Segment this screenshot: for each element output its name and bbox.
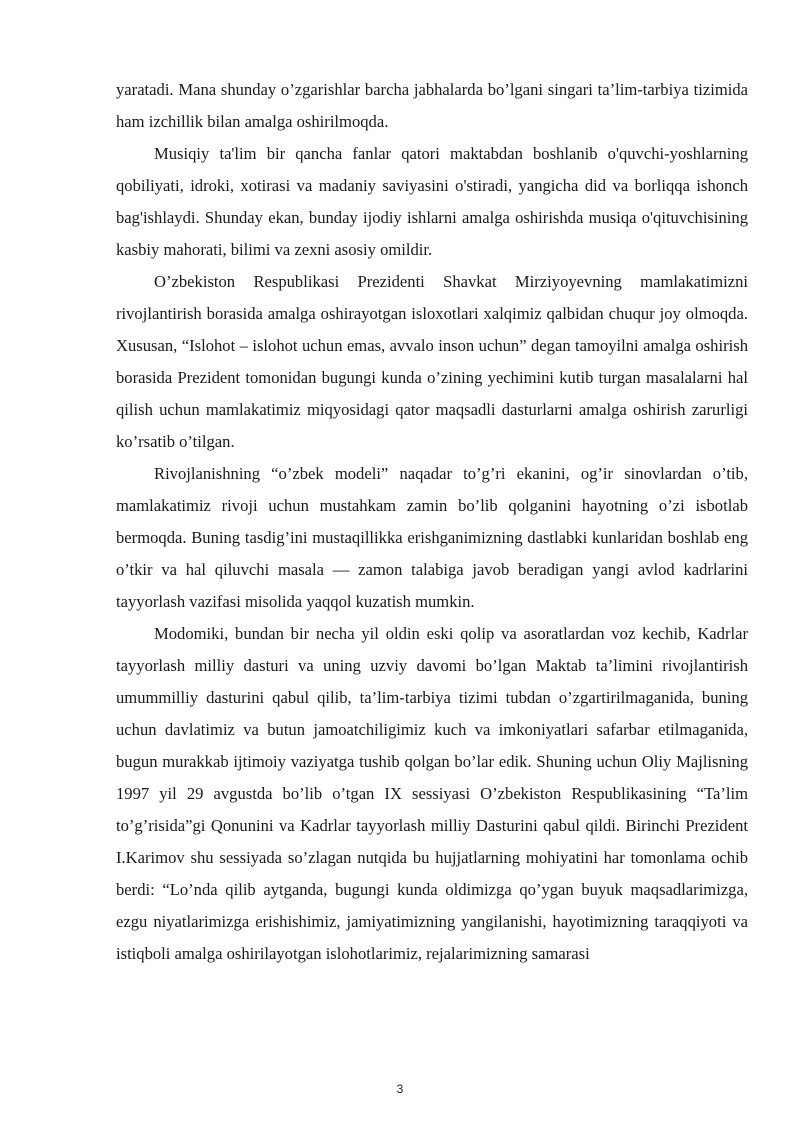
paragraph-president-reforms: O’zbekiston Respublikasi Prezidenti Shavkat Mirziyoyevning mamlakatimizni rivojlantirish borasida amalga oshirayotgan isloxotlari xalqimiz qalbidan chuqur joy olmoqda. Xususan, “Islohot – islohot uchun emas, avvalo inson uchun” degan tamoyilni amalga oshirish borasida Prezident tomonidan bugungi kunda o’zining yechimini kutib turgan masalalarni hal qilish uchun mamlakatimiz miqyosidagi qator maqsadli dasturlarni amalga oshirish zarurligi ko’rsatib o’tilgan. <box>116 272 748 451</box>
paragraph-uzbek-model: Rivojlanishning “o’zbek modeli” naqadar to’g’ri ekanini, og’ir sinovlardan o’tib, mamlakatimiz rivoji uchun mustahkam zamin bo’lib qolganini hayotning o’zi isbotlab bermoqda. Buning tasdig’ini mustaqillikka erishganimizning dastlabki kunlaridan boshlab eng o’tkir va hal qiluvchi masala — zamon talabiga javob beradigan yangi avlod kadrlarini tayyorlash vazifasi misolida yaqqol kuzatish mumkin. <box>116 464 748 611</box>
paragraph-personnel-training: Modomiki, bundan bir necha yil oldin eski qolip va asoratlardan voz kechib, Kadrlar tayyorlash milliy dasturi va uning uzviy davomi bo’lgan Maktab ta’limini rivojlantirish umummilliy dasturini qabul qilib, ta’lim-tarbiya tizimi tubdan o’zgartirilmaganida, buning uchun davlatimiz va butun jamoatchiligimiz kuch va imkoniyatlari safarbar etilmaganida, bugun murakkab ijtimoiy vaziyatga tushib qolgan bo’lar edik. Shuning uchun Oliy Majlisning 1997 yil 29 avgustda bo’lib o’tgan IX sessiyasi O’zbekiston Respublikasining “Ta’lim to’g’risida”gi Qonunini va Kadrlar tayyorlash milliy Dasturini qabul qildi. Birinchi Prezident I.Karimov shu sessiyada so’zlagan nutqida bu hujjatlarning mohiyatini har tomonlama ochib berdi: “Lo’nda qilib aytganda, bugungi kunda oldimizga qo’ygan buyuk maqsadlarimizga, ezgu niyatlarimizga erishishimiz, jamiyatimizning yangilanishi, hayotimizning taraqqiyoti va istiqboli amalga oshirilayotgan islohotlarimiz, rejalarimizning samarasi <box>116 624 748 963</box>
paragraph-continuation: yaratadi. Mana shunday o’zgarishlar barcha jabhalarda bo’lgani singari ta’lim-tarbiya tizimida ham izchillik bilan amalga oshirilmoqda. <box>116 80 748 131</box>
page-number: 3 <box>396 1082 404 1096</box>
body-text <box>116 74 748 970</box>
paragraph-music-education: Musiqiy ta'lim bir qancha fanlar qatori maktabdan boshlanib o'quvchi-yoshlarning qobiliyati, idroki, xotirasi va madaniy saviyasini o'stiradi, yangicha did va borliqqa ishonch bag'ishlaydi. Shunday ekan, bunday ijodiy ishlarni amalga oshirishda musiqa o'qituvchisining kasbiy mahorati, bilimi va zexni asosiy omildir. <box>116 144 748 259</box>
